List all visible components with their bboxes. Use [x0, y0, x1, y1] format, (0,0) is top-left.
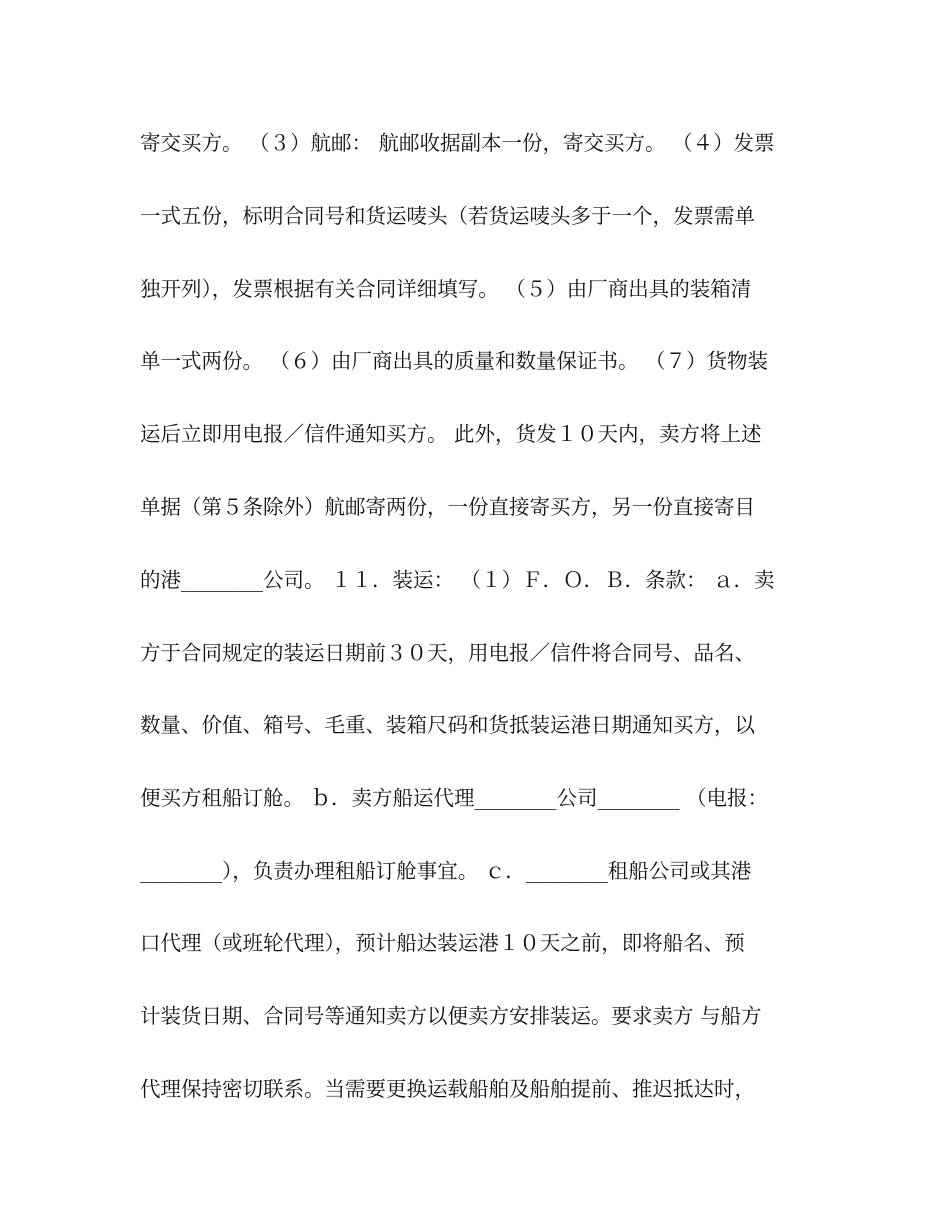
- text-line-1: 寄交买方。 （３）航邮： 航邮收据副本一份，寄交买方。 （４）发票: [140, 131, 775, 155]
- text-line-13: 计装货日期、合同号等通知卖方以便卖方安排装运。要求卖方 与船方: [140, 1004, 762, 1028]
- text-line-4: 单一式两份。 （６）由厂商出具的质量和数量保证书。 （７）货物装: [140, 349, 769, 373]
- text-line-10: 便买方租船订舱。 ｂ．卖方船运代理________公司________ （电报：: [140, 786, 769, 810]
- text-line-6: 单据（第５条除外）航邮寄两份，一份直接寄买方，另一份直接寄目: [140, 495, 755, 519]
- text-line-3: 独开列），发票根据有关合同详细填写。 （５）由厂商出具的装箱清: [140, 277, 752, 301]
- text-line-11: ________），负责办理租船订舱事宜。 ｃ．________租船公司或其港: [140, 859, 752, 883]
- text-line-8: 方于合同规定的装运日期前３０天，用电报／信件将合同号、品名、: [140, 641, 755, 665]
- text-line-12: 口代理（或班轮代理），预计船达装运港１０天之前，即将船名、预: [140, 931, 745, 955]
- text-line-7: 的港________公司。 １１．装运： （１）Ｆ．Ｏ．Ｂ．条款： ａ．卖: [140, 568, 775, 592]
- text-line-14: 代理保持密切联系。当需要更换运载船舶及船舶提前、推迟抵达时，: [140, 1077, 755, 1101]
- text-line-2: 一式五份，标明合同号和货运唛头（若货运唛头多于一个，发票需单: [140, 204, 755, 228]
- text-line-5: 运后立即用电报／信件通知买方。 此外，货发１０天内，卖方将上述: [140, 422, 762, 446]
- text-line-9: 数量、价值、箱号、毛重、装箱尺码和货抵装运港日期通知买方，以: [140, 713, 755, 737]
